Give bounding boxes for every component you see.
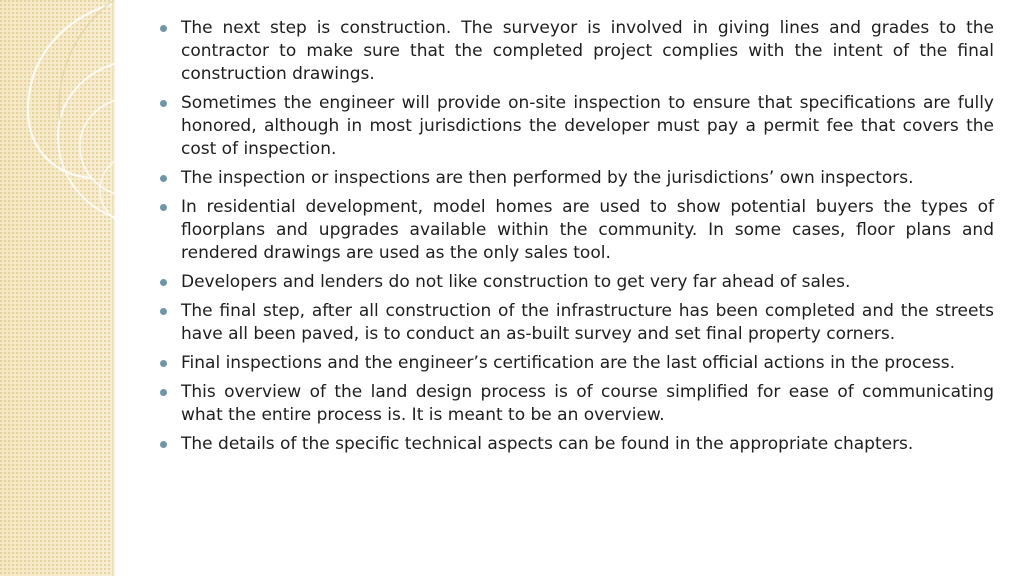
bullet-item [160,17,994,86]
bullet-text: Sometimes the engineer will provide on-site inspection to ensure that specifications are fully honored, although in most jurisdictions the developer must pay a permit fee that covers the cost of inspection. [181,93,994,159]
bullet-icon [160,175,167,182]
bullet-item [160,92,994,161]
bullet-item [160,381,994,427]
bullet-text: This overview of the land design process is of course simplified for ease of communicating what the entire process is. It is meant to be an overview. [181,382,994,425]
slide-body [160,17,994,462]
bullet-text: The next step is construction. The surveyor is involved in giving lines and grades to the contractor to make sure that the completed project complies with the intent of the final construction drawings. [181,18,994,84]
bullet-item [160,167,994,190]
bullet-icon [160,360,167,367]
bullet-text: The inspection or inspections are then performed by the jurisdictions’ own inspectors. [181,168,914,188]
bullet-icon [160,308,167,315]
bullet-icon [160,100,167,107]
bullet-text: Developers and lenders do not like construction to get very far ahead of sales. [181,272,851,292]
bullet-item [160,433,994,456]
bullet-text: Final inspections and the engineer’s certification are the last official actions in the process. [181,353,956,373]
bullet-item [160,271,994,294]
bullet-item [160,300,994,346]
bullet-item [160,352,994,375]
bullet-text: The details of the specific technical aspects can be found in the appropriate chapters. [181,434,914,454]
bullet-text: In residential development, model homes are used to show potential buyers the types of floorplans and upgrades available within the community. In some cases, floor plans and rendered drawings are used as the only sales tool. [181,197,994,263]
bullet-icon [160,441,167,448]
bullet-icon [160,204,167,211]
bullet-list [160,17,994,456]
decorative-swirl-graphic [0,0,150,300]
bullet-icon [160,25,167,32]
bullet-item [160,196,994,265]
bullet-icon [160,279,167,286]
bullet-icon [160,389,167,396]
bullet-text: The final step, after all construction of the infrastructure has been completed and the streets have all been paved, is to conduct an as-built survey and set final property corners. [181,301,994,344]
